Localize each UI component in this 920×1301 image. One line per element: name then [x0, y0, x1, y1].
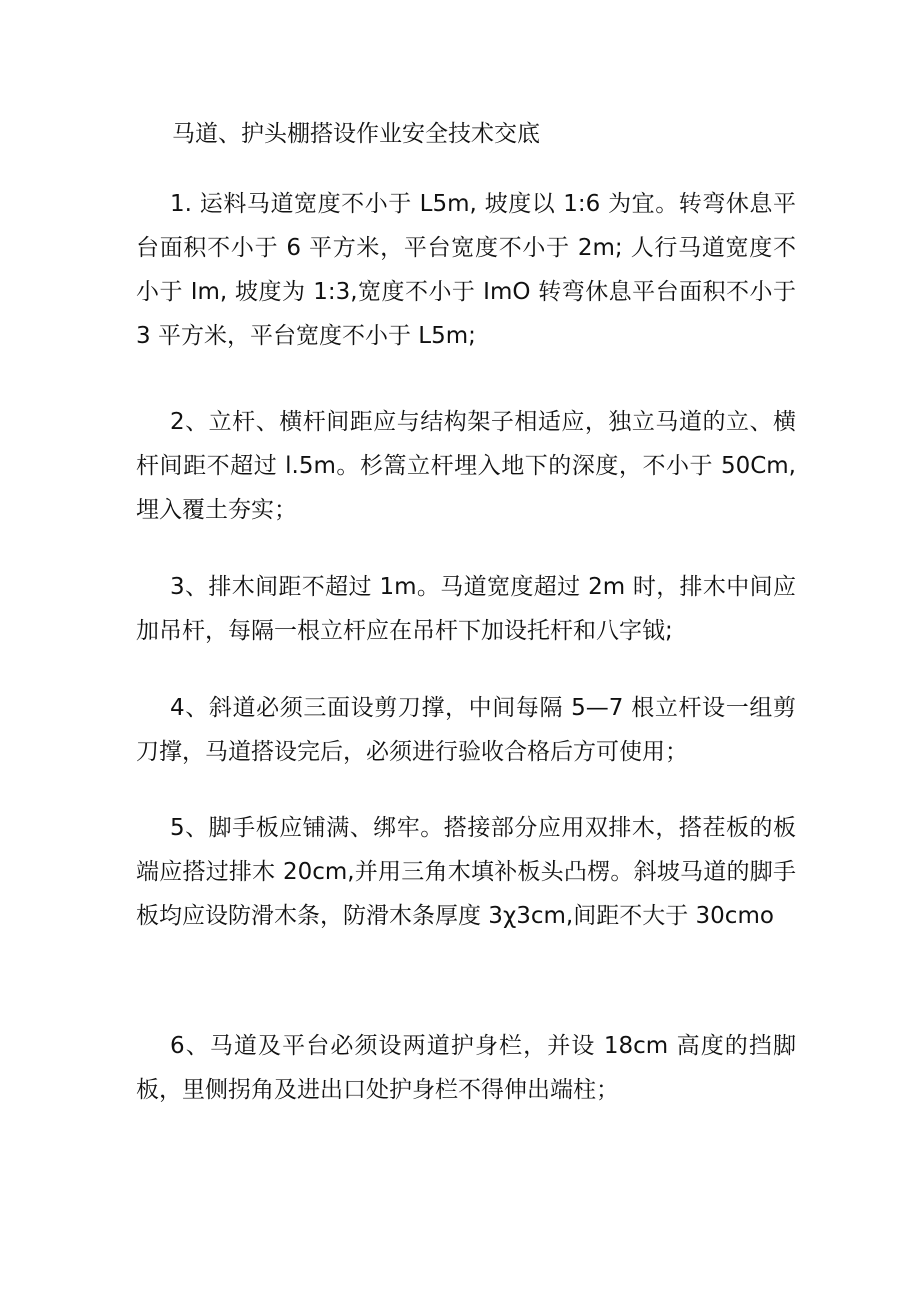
paragraph-6: 6、马道及平台必须设两道护身栏，并设 18cm 高度的挡脚板，里侧拐角及进出口处护身栏不得伸出端柱； [136, 1033, 796, 1103]
paragraph-2: 2、立杆、横杆间距应与结构架子相适应，独立马道的立、横杆间距不超过 l.5m。杉篙立杆埋入地下的深度，不小于 50Cm,埋入覆土夯实； [136, 409, 796, 523]
document-title: 马道、护头棚搭设作业安全技术交底 [172, 121, 540, 147]
paragraph-1: 1. 运料马道宽度不小于 L5m, 坡度以 1:6 为宜。转弯休息平台面积不小于 6 平方米，平台宽度不小于 2m; 人行马道宽度不小于 Im, 坡度为 1:3,宽度不小于 ImO 转弯休息平台面积不小于 3 平方米，平台宽度不小于 L5m; [136, 191, 796, 349]
paragraph-5: 5、脚手板应铺满、绑牢。搭接部分应用双排木，搭茬板的板端应搭过排木 20cm,并用三角木填补板头凸楞。斜坡马道的脚手板均应设防滑木条，防滑木条厚度 3χ3cm,间距不大于 30cmo [136, 815, 796, 929]
paragraph-4: 4、斜道必须三面设剪刀撑，中间每隔 5—7 根立杆设一组剪刀撑，马道搭设完后，必须进行验收合格后方可使用； [136, 695, 796, 765]
paragraph-3: 3、排木间距不超过 1m。马道宽度超过 2m 时，排木中间应加吊杆，每隔一根立杆应在吊杆下加设托杆和八字钺; [136, 574, 796, 644]
